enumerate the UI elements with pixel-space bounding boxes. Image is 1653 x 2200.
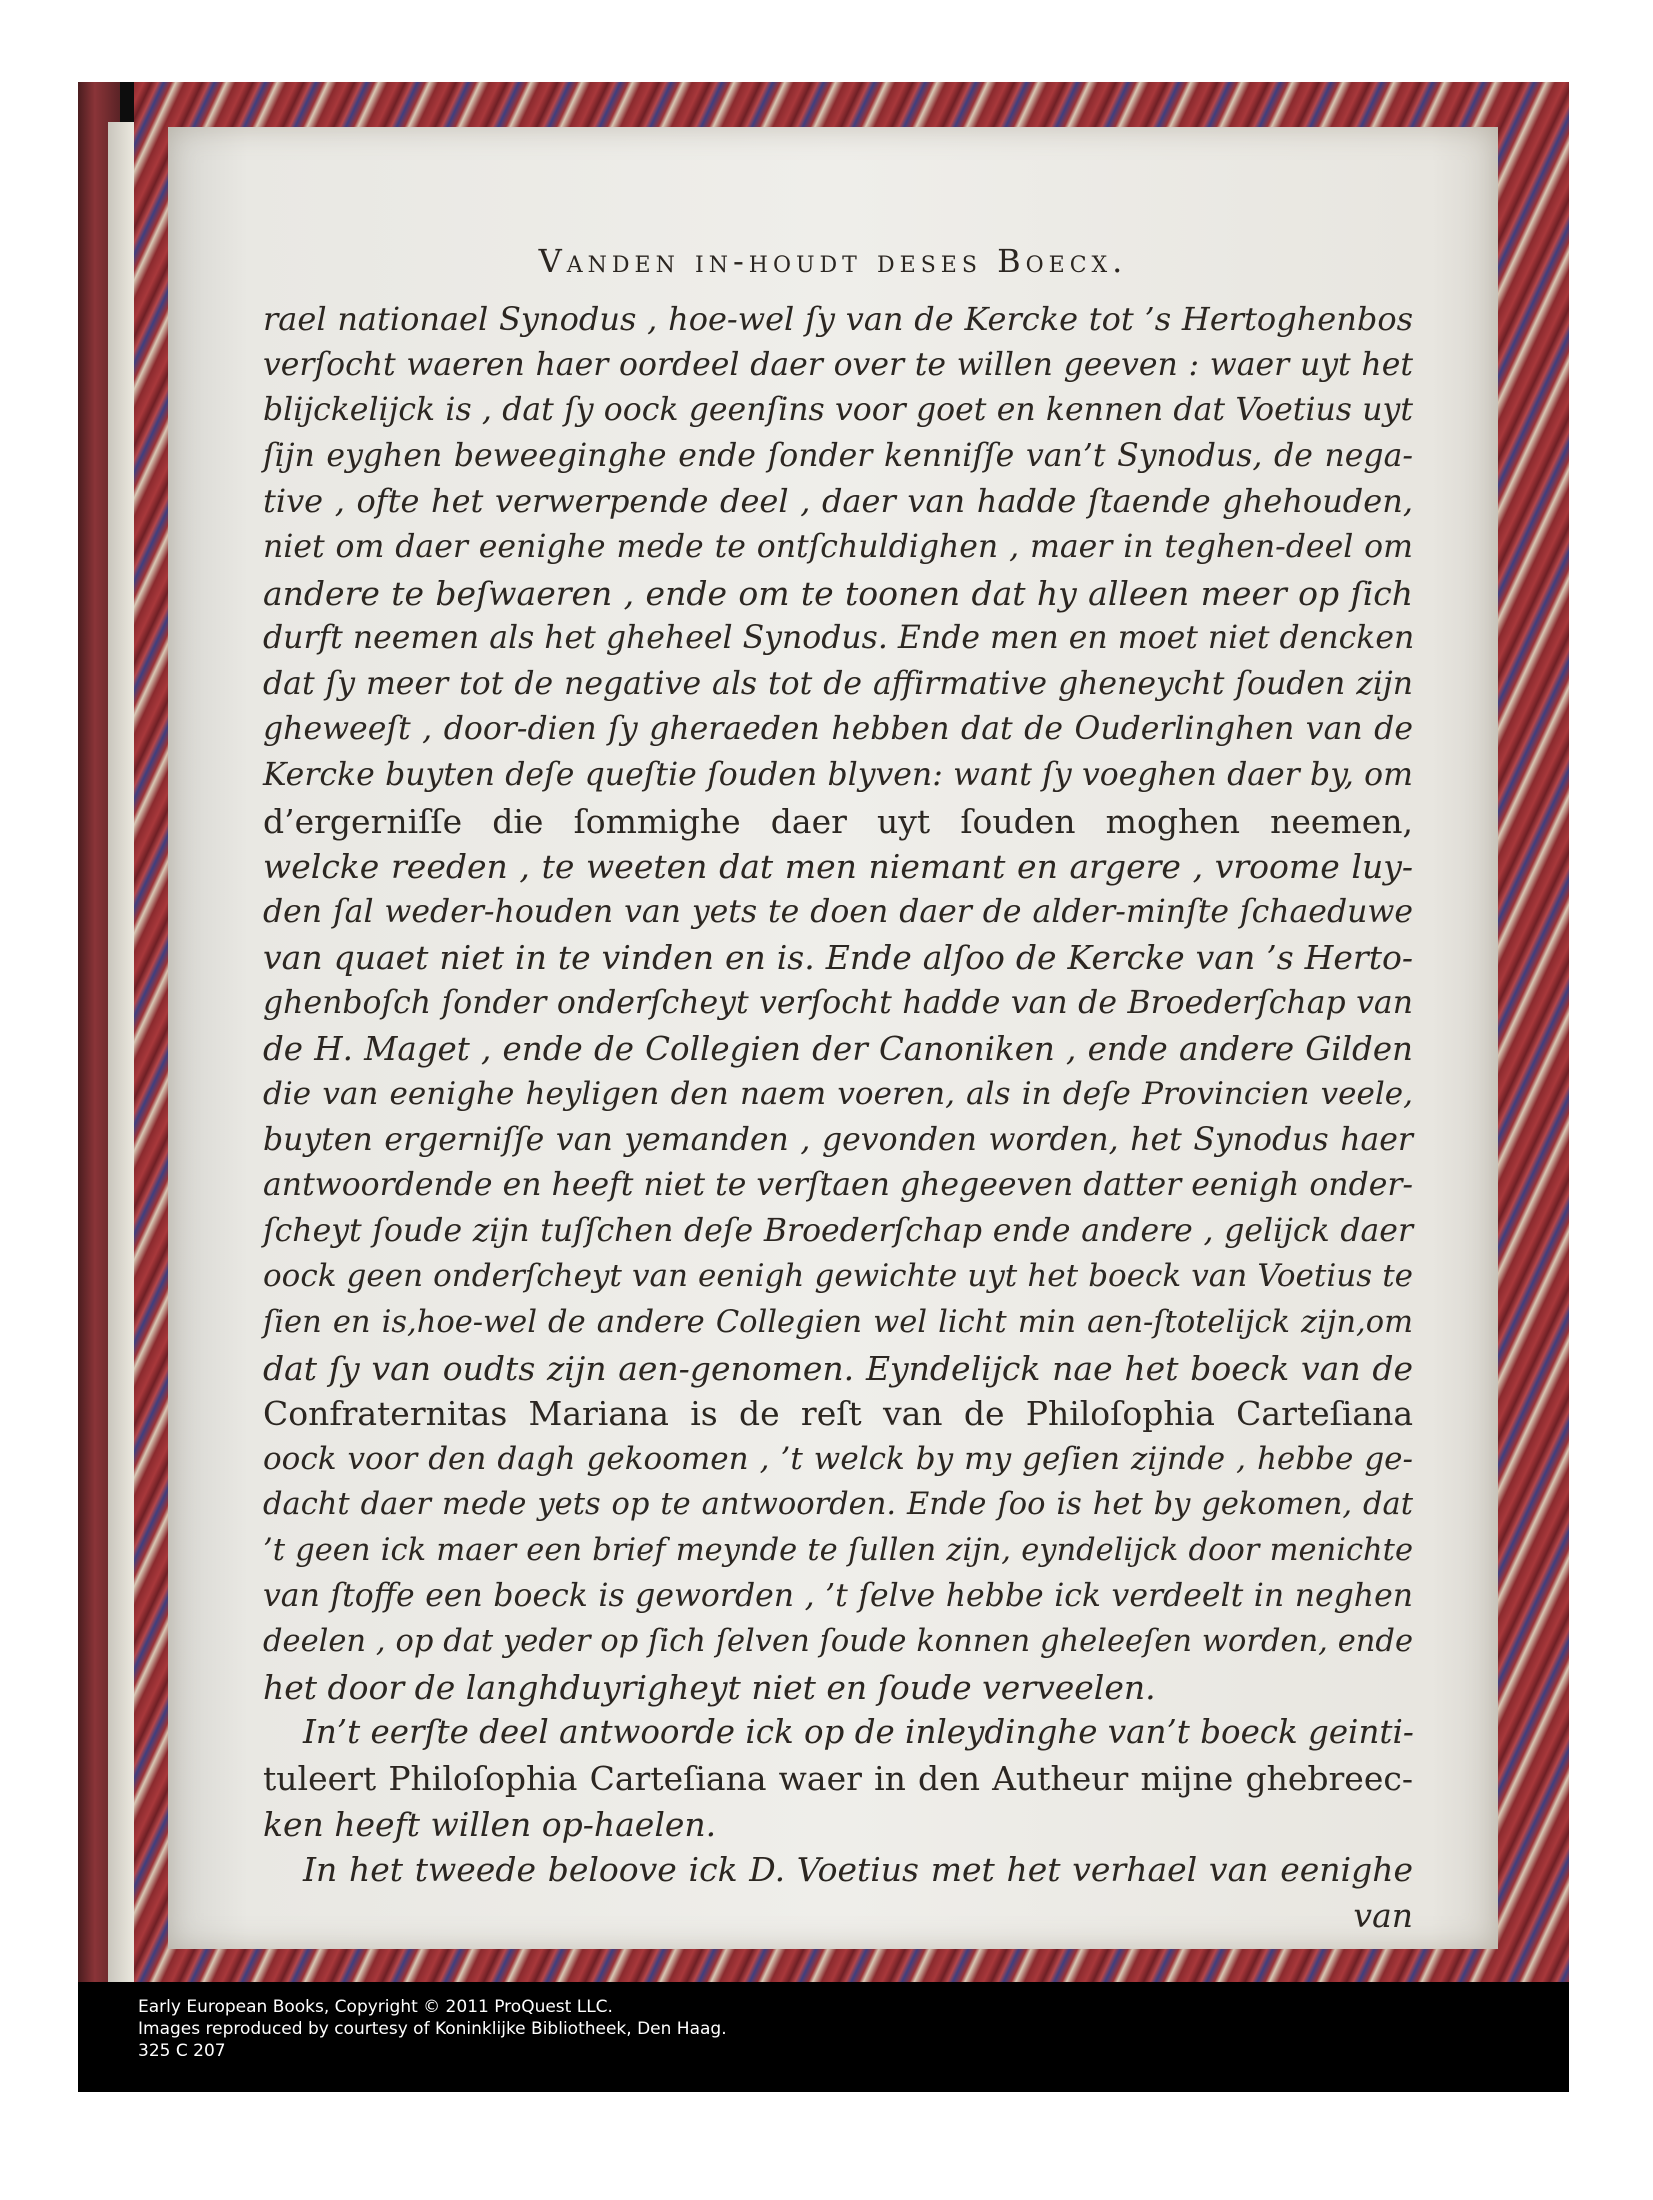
page-scan	[78, 82, 1569, 1982]
body-text	[263, 297, 1413, 1938]
text-line: van quaet niet in te vinden en is. Ende alſoo de Kercke van ’s Herto-	[263, 938, 1413, 978]
text-line: Confraternitas Mariana is de reſt van de Philoſophia Carteſiana	[263, 1394, 1413, 1434]
text-line: andere te beſwaeren , ende om te toonen dat hy alleen meer op ſich	[263, 573, 1413, 613]
text-line: oock geen onderſcheyt van eenigh gewichte uyt het boeck van Voetius te	[263, 1258, 1413, 1295]
text-line: buyten ergerniſſe van yemanden , gevonden worden, het Synodus haer	[263, 1121, 1413, 1158]
text-line: dat ſy van oudts zijn aen-genomen. Eyndelijck nae het boeck van de	[263, 1348, 1413, 1388]
text-line: blijckelijck is , dat ſy oock geenſins voor goet en kennen dat Voetius uyt	[263, 392, 1413, 429]
copyright-footer	[78, 1982, 1569, 2092]
text-line: gheweeſt , door-dien ſy gheraeden hebben dat de Ouderlinghen van de	[263, 711, 1413, 748]
text-line: de H. Maget , ende de Collegien der Canoniken , ende andere Gilden	[263, 1029, 1413, 1068]
text-line: het door de langhduyrigheyt niet en ſoude verveelen.	[263, 1667, 1156, 1707]
footer-line-copyright: Early European Books, Copyright © 2011 ProQuest LLC.	[138, 1997, 613, 2017]
text-line: In het tweede beloove ick D. Voetius met het verhael van eenighe	[303, 1850, 1413, 1890]
text-line: rael nationael Synodus , hoe-wel ſy van de Kercke tot ’s Hertoghenbos	[263, 300, 1413, 338]
text-line: ſien en is,hoe-wel de andere Collegien wel licht min aen-ſtotelijck zijn,om	[263, 1305, 1413, 1341]
text-line: durft neemen als het gheheel Synodus. Ende men en moet niet dencken	[263, 620, 1415, 657]
text-line: ghenboſch ſonder onderſcheyt verſocht hadde van de Broederſchap van	[263, 984, 1413, 1021]
text-line: tuleert Philoſophia Carteſiana waer in den Autheur mijne ghebreec-	[263, 1759, 1413, 1798]
footer-line-shelfmark: 325 C 207	[138, 2041, 226, 2061]
text-line: d’ergerniſſe die ſommighe daer uyt ſouden moghen neemen,	[263, 801, 1413, 841]
text-line: tive , ofte het verwerpende deel , daer van hadde ſtaende ghehouden,	[263, 482, 1413, 521]
left-page-edge	[108, 122, 134, 1982]
text-line: Kercke buyten deſe queſtie ſouden blyven: want ſy voeghen daer by, om	[263, 756, 1413, 793]
text-line: ’t geen ick maer een brief meynde te ſullen zijn, eyndelijck door menichte	[263, 1533, 1413, 1569]
text-line: die van eenighe heyligen den naem voeren, als in deſe Provincien veele,	[263, 1076, 1413, 1113]
running-head: Vanden in-houdt deses Boecx.	[538, 242, 1128, 280]
text-line: niet om daer eenighe mede te ontſchuldighen , maer in teghen-deel om	[263, 528, 1413, 565]
text-line: den ſal weder-houden van yets te doen daer de alder-minſte ſchaeduwe	[263, 893, 1413, 930]
text-line: welcke reeden , te weeten dat men niemant en argere , vroome luy-	[263, 847, 1413, 887]
footer-line-courtesy: Images reproduced by courtesy of Koninklijke Bibliotheek, Den Haag.	[138, 2019, 727, 2039]
text-line: van	[1353, 1895, 1413, 1935]
text-line: ſijn eyghen beweeginghe ende ſonder kenniſſe van’t Synodus, de nega-	[263, 437, 1413, 474]
text-line: verſocht waeren haer oordeel daer over te willen geeven : waer uyt het	[263, 346, 1413, 383]
text-line: ſcheyt ſoude zijn tuſſchen deſe Broederſchap ende andere , gelijck daer	[263, 1212, 1413, 1249]
text-line: dat ſy meer tot de negative als tot de affirmative gheneycht ſouden zijn	[263, 665, 1413, 702]
text-line: deelen , op dat yeder op ſich ſelven ſoude konnen gheleeſen worden, ende	[263, 1624, 1413, 1660]
text-line: oock voor den dagh gekoomen , ’t welck by my geſien zijnde , hebbe ge-	[263, 1440, 1413, 1477]
text-line: van ſtoffe een boeck is geworden , ’t ſelve hebbe ick verdeelt in neghen	[263, 1577, 1413, 1614]
text-line: ken heeft willen op-haelen.	[263, 1804, 717, 1844]
book-page	[168, 127, 1498, 1949]
text-line: antwoordende en heeft niet te verſtaen ghegeeven datter eenigh onder-	[263, 1167, 1414, 1204]
text-line: In’t eerſte deel antwoorde ick op de inleydinghe van’t boeck geinti-	[303, 1713, 1414, 1752]
text-line: dacht daer mede yets op te antwoorden. Ende ſoo is het by gekomen, dat	[263, 1487, 1413, 1523]
